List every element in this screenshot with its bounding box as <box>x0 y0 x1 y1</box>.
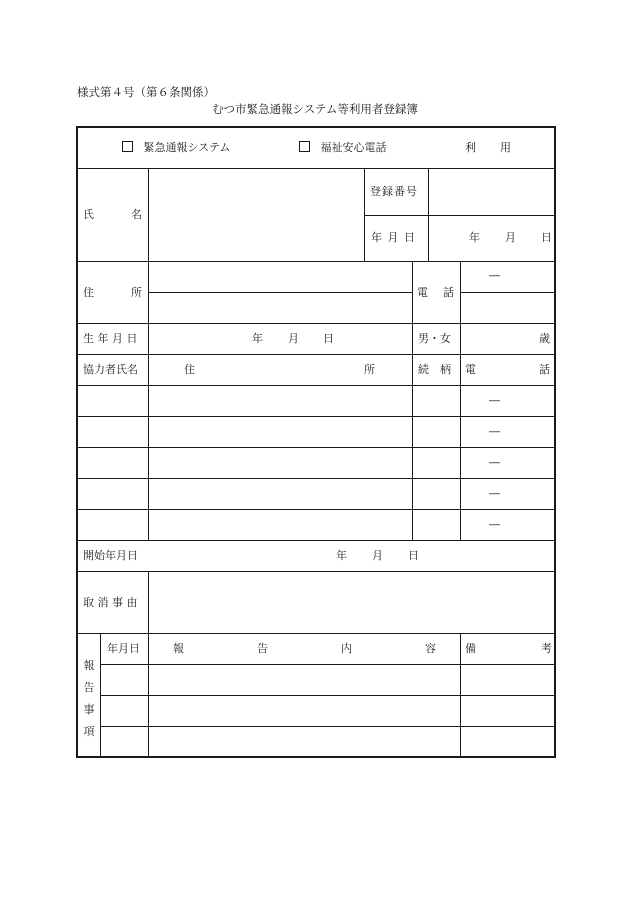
gender-select[interactable]: 男・女 <box>418 332 451 345</box>
reg-date-day: 日 <box>541 231 552 244</box>
phone-label: 話 <box>443 286 454 299</box>
report-content-header: 内 <box>341 642 352 655</box>
checkbox-icon[interactable] <box>122 141 133 152</box>
start-date-label: 開始年月日 <box>83 549 138 562</box>
report-note-header: 考 <box>541 642 552 655</box>
start-day: 日 <box>408 549 419 562</box>
report-content-header: 告 <box>257 642 268 655</box>
report-content-header: 報 <box>173 642 184 655</box>
report-side-label <box>83 657 95 741</box>
row-divider <box>148 292 412 293</box>
row-divider <box>460 292 556 293</box>
report-note-header: 備 <box>465 642 476 655</box>
reg-number-field[interactable] <box>429 169 555 214</box>
birth-date-label: 生 年 月 日 <box>83 332 138 345</box>
document-title: むつ市緊急通報システム等利用者登録簿 <box>212 102 418 116</box>
name-field[interactable] <box>149 169 363 260</box>
cooperator-phone-dash: ― <box>489 518 500 531</box>
report-side-char: 告 <box>83 681 95 694</box>
name-label: 氏 <box>83 208 94 221</box>
reg-date-label: 年 月 日 <box>371 231 416 244</box>
service-option-welfare[interactable] <box>299 141 387 155</box>
phone-dash: ― <box>489 269 500 282</box>
use-label: 利 <box>465 141 476 154</box>
col-divider <box>460 261 461 540</box>
cooperator-phone-label: 話 <box>539 363 550 376</box>
cooperator-phone-dash: ― <box>489 456 500 469</box>
cooperator-address-label: 所 <box>364 363 375 376</box>
cooperator-phone-dash: ― <box>489 394 500 407</box>
checkbox-icon[interactable] <box>299 141 310 152</box>
reg-number-label: 登録番号 <box>370 185 418 198</box>
row-divider <box>364 215 556 216</box>
cooperator-phone-label: 電 <box>465 363 476 376</box>
age-label: 歳 <box>539 332 550 345</box>
report-side-char: 事 <box>83 703 95 716</box>
cooperator-phone-dash: ― <box>489 425 500 438</box>
start-year: 年 <box>336 549 347 562</box>
option-label: 福祉安心電話 <box>320 141 387 154</box>
birth-day: 日 <box>323 332 334 345</box>
cooperator-relation-label: 続 柄 <box>418 363 451 376</box>
report-side-char: 項 <box>83 725 95 738</box>
birth-month: 月 <box>288 332 299 345</box>
cooperator-address-label: 住 <box>184 363 195 376</box>
birth-year: 年 <box>252 332 263 345</box>
cooperator-phone-dash: ― <box>489 487 500 500</box>
report-side-char: 報 <box>83 659 95 672</box>
start-month: 月 <box>372 549 383 562</box>
cancel-reason-label: 取 消 事 由 <box>83 596 138 609</box>
col-divider <box>100 633 101 758</box>
col-divider <box>412 261 413 540</box>
col-divider <box>460 633 461 758</box>
option-label: 緊急通報システム <box>143 141 231 154</box>
address-label: 住 <box>83 286 94 299</box>
row-divider <box>100 726 556 727</box>
address-label: 所 <box>131 286 142 299</box>
cooperator-label: 協力者氏名 <box>83 363 138 376</box>
report-content-header: 容 <box>425 642 436 655</box>
reg-date-year: 年 <box>469 231 480 244</box>
report-date-header: 年月日 <box>107 642 140 655</box>
cancel-reason-field[interactable] <box>149 572 555 632</box>
service-option-emergency[interactable] <box>122 141 230 155</box>
row-divider <box>100 664 556 665</box>
reg-date-month: 月 <box>505 231 516 244</box>
col-divider <box>364 168 365 261</box>
row-divider <box>100 695 556 696</box>
row-divider <box>77 540 556 541</box>
phone-label: 電 <box>417 286 428 299</box>
form-number: 様式第４号（第６条関係） <box>77 85 215 99</box>
use-label: 用 <box>500 141 511 154</box>
name-label: 名 <box>131 208 142 221</box>
